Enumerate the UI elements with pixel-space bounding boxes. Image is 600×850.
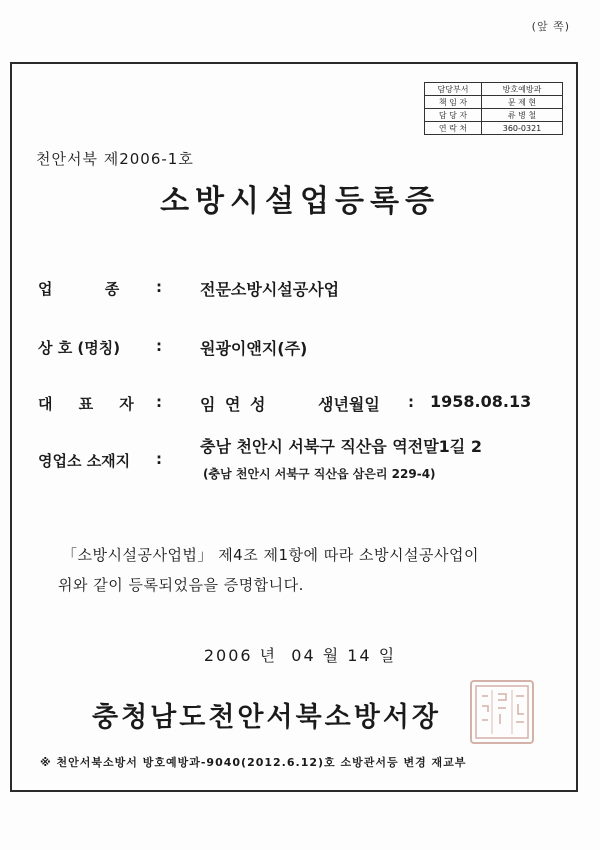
table-row (425, 83, 563, 96)
address-label: 영업소 소재지 (38, 452, 131, 470)
company-name-label: 상 호 (명칭) (38, 339, 121, 357)
reissue-footnote: ※ 천안서북소방서 방호예방과-9040(2012.6.12)호 소방관서등 변경 재교부 (40, 756, 467, 769)
colon: : (156, 393, 162, 411)
document-title: 소방시설업등록증 (160, 184, 440, 219)
certification-statement (58, 540, 582, 600)
business-type-label: 업 종 (38, 280, 120, 298)
info-value: 방호예방과 (482, 83, 563, 96)
statement-line-2: 위와 같이 등록되었음을 증명합니다. (58, 576, 304, 594)
address-value: 충남 천안시 서북구 직산읍 역전말1길 2 (200, 437, 482, 456)
table-row (425, 109, 563, 122)
table-row (425, 96, 563, 109)
info-value: 360-0321 (482, 122, 563, 135)
address-sub-value: (충남 천안시 서북구 직산읍 삼은리 229-4) (203, 467, 436, 481)
birth-date-label: 생년월일 (318, 395, 380, 414)
colon: : (156, 278, 162, 296)
info-value: 문 제 현 (482, 96, 563, 109)
info-key: 담당부서 (425, 83, 482, 96)
info-key: 담 당 자 (425, 109, 482, 122)
official-seal (470, 680, 534, 744)
colon: : (156, 450, 162, 468)
representative-label: 대 표 자 (38, 395, 134, 413)
issue-date: 2006 년 04 월 14 일 (203, 646, 397, 665)
business-type-value: 전문소방시설공사업 (200, 280, 340, 299)
colon: : (156, 337, 162, 355)
issuer-name: 충청남도천안서북소방서장 (92, 702, 441, 733)
info-key: 책 임 자 (425, 96, 482, 109)
document-number: 천안서북 제2006-1호 (36, 150, 194, 168)
representative-value: 임 연 성 (200, 395, 268, 414)
birth-date-value: 1958.08.13 (430, 392, 532, 411)
page-side-label: (앞 쪽) (531, 20, 570, 33)
contact-info-table (424, 82, 563, 135)
info-key: 연 락 처 (425, 122, 482, 135)
info-value: 류 병 철 (482, 109, 563, 122)
table-row (425, 122, 563, 135)
colon: : (408, 393, 414, 411)
statement-line-1: 「소방시설공사업법」 제4조 제1항에 따라 소방시설공사업이 (62, 546, 479, 564)
company-name-value: 원광이앤지(주) (200, 339, 308, 358)
